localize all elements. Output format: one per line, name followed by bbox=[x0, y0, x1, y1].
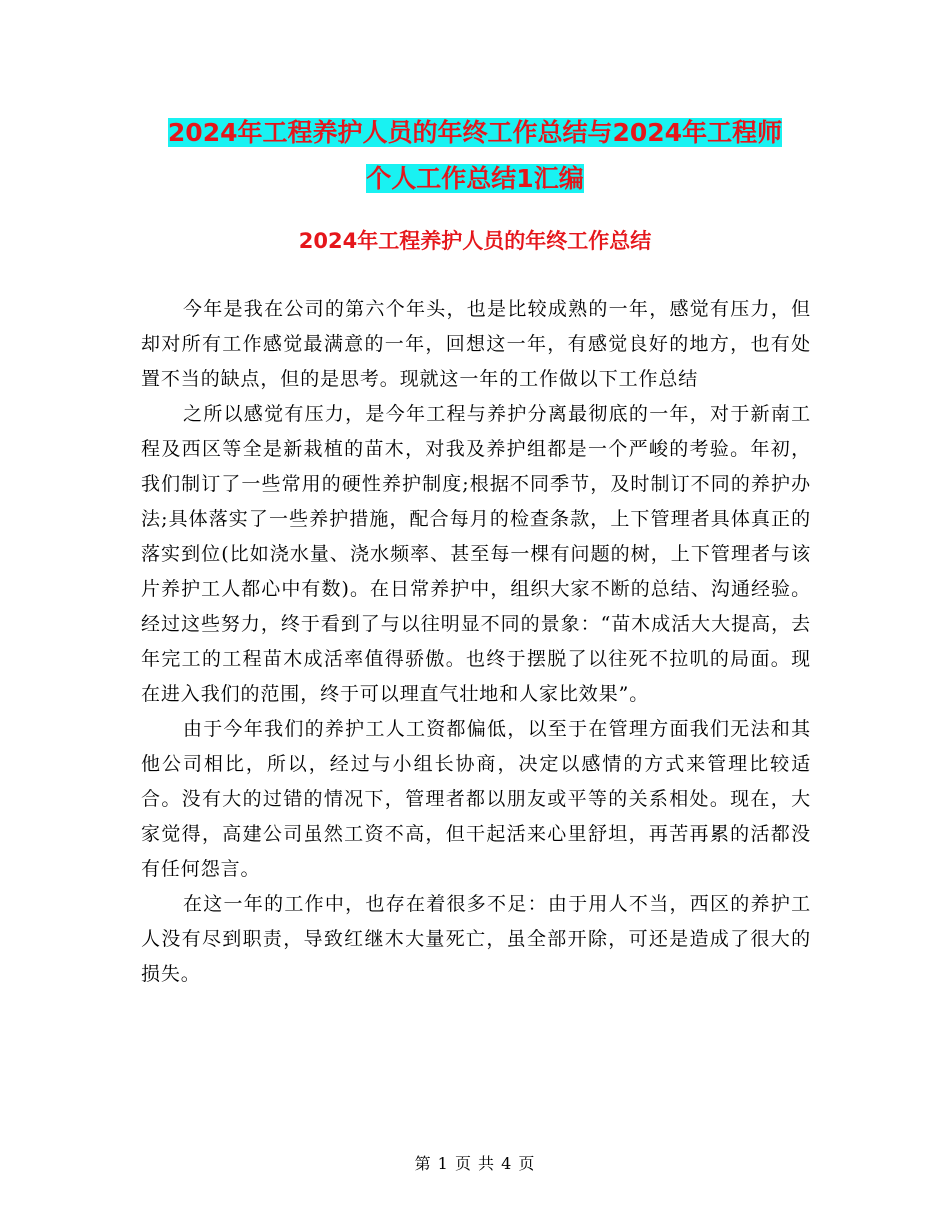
body-paragraph: 之所以感觉有压力，是今年工程与养护分离最彻底的一年，对于新南工程及西区等全是新栽植的苗木，对我及养护组都是一个严峻的考验。年初，我们制订了一些常用的硬性养护制度;根据不同季节，及时制订不同的养护办法;具体落实了一些养护措施，配合每月的检查条款，上下管理者具体真正的落实到位(比如浇水量、浇水频率、甚至每一棵有问题的树，上下管理者与该片养护工人都心中有数)。在日常养护中，组织大家不断的总结、沟通经验。经过这些努力，终于看到了与以往明显不同的景象：“苗木成活大大提高，去年完工的工程苗木成活率值得骄傲。也终于摆脱了以往死不拉叽的局面。现在进入我们的范围，终于可以理直气壮地和人家比效果”。 bbox=[141, 403, 811, 705]
body-paragraph: 在这一年的工作中，也存在着很多不足：由于用人不当，西区的养护工人没有尽到职责，导致红继木大量死亡，虽全部开除，可还是造成了很大的损失。 bbox=[141, 893, 811, 985]
document-title bbox=[140, 110, 810, 202]
document-body bbox=[141, 292, 811, 992]
document-title-line-2: 个人工作总结1汇编 bbox=[366, 164, 584, 193]
page-number: 第 1 页 共 4 页 bbox=[414, 1154, 536, 1173]
section-heading: 2024年工程养护人员的年终工作总结 bbox=[298, 229, 652, 253]
document-title-line-1: 2024年工程养护人员的年终工作总结与2024年工程师 bbox=[167, 118, 783, 147]
body-paragraph: 今年是我在公司的第六个年头，也是比较成熟的一年，感觉有压力，但却对所有工作感觉最满意的一年，回想这一年，有感觉良好的地方，也有处置不当的缺点，但的是思考。现就这一年的工作做以下工作总结 bbox=[141, 298, 811, 390]
body-paragraph: 由于今年我们的养护工人工资都偏低，以至于在管理方面我们无法和其他公司相比，所以，经过与小组长协商，决定以感情的方式来管理比较适合。没有大的过错的情况下，管理者都以朋友或平等的关系相处。现在，大家觉得，高建公司虽然工资不高，但干起活来心里舒坦，再苦再累的活都没有任何怨言。 bbox=[141, 718, 811, 880]
